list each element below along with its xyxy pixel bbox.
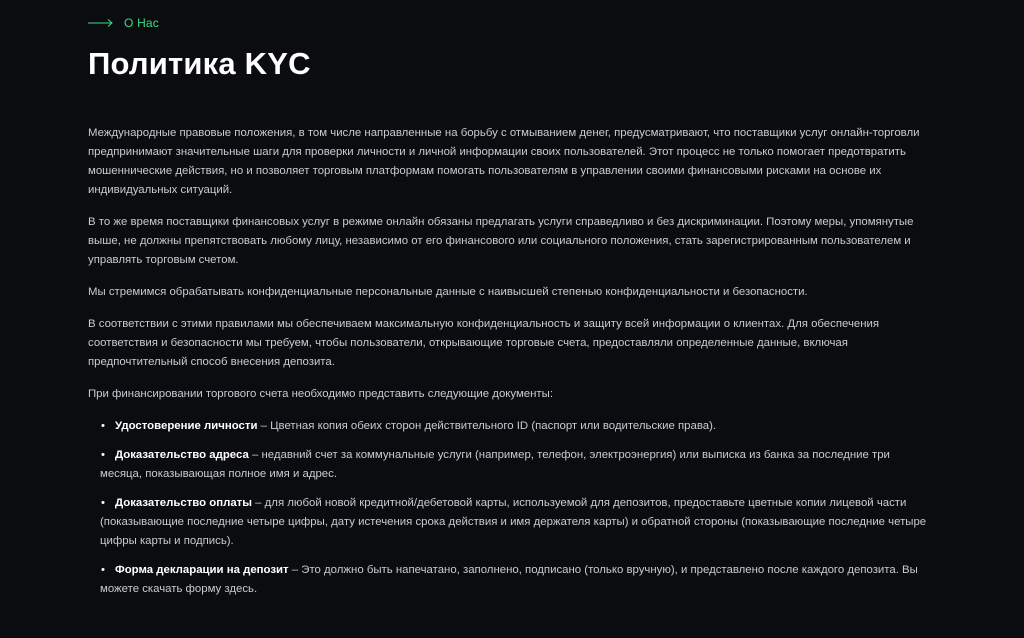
list-item-text [100,561,934,599]
bullet-icon: • [101,449,105,461]
bullet-icon: • [101,564,105,576]
list-item-description: – недавний счет за коммунальные услуги (например, телефон, электроэнергия) или выписка из банка за последние три месяца, показывающая полное имя и адрес. [100,449,890,480]
paragraph-confidentiality: Мы стремимся обрабатывать конфиденциальные персональные данные с наивысшей степенью конфиденциальности и безопасности. [88,286,808,298]
breadcrumb-link-about[interactable]: О Нас [124,16,160,30]
list-item-text [100,446,934,484]
arrow-right-icon [88,18,114,28]
list-item-title: Удостоверение личности [115,420,258,432]
list-item-payment [88,494,934,551]
list-item-description: – для любой новой кредитной/дебетовой карты, используемой для депозитов, предоставьте цветные копии лицевой части (показывающие последние четыре цифры, дату истечения срока действия и имя держателя карты) и обратной стороны (показывающие последние четыре цифры карты и подпись). [100,497,927,547]
list-item-description: – Это должно быть напечатано, заполнено, подписано (только вручную), и представлено после каждого депозита. Вы можете скачать форму здесь. [100,564,918,595]
list-item-title: Доказательство адреса [115,449,249,461]
list-item-title: Форма декларации на депозит [115,564,289,576]
list-item-identity [88,417,934,436]
list-item-text [100,494,934,551]
paragraph-fairness: В то же время поставщики финансовых услуг в режиме онлайн обязаны предлагать услуги справедливо и без дискриминации. Поэтому меры, упомянутые выше, не должны препятствовать любому лицу, независимо от его финансового или социального положения, стать зарегистрированным пользователем и управлять торговым счетом. [88,216,914,266]
bullet-icon: • [101,420,105,432]
breadcrumb [88,14,934,32]
list-item-text [100,417,934,436]
list-item-title: Доказательство оплаты [115,497,252,509]
paragraph-data-protection: В соответствии с этими правилами мы обеспечиваем максимальную конфиденциальность и защиту всей информации о клиентах. Для обеспечения соответствия и безопасности мы требуем, чтобы пользователи, открывающие торговые счета, предоставляли определенные данные, включая предпочтительный способ внесения депозита. [88,318,880,368]
documents-list [88,417,934,599]
list-item-description: – Цветная копия обеих сторон действительного ID (паспорт или водительские права). [257,420,717,432]
paragraph-documents-intro: При финансировании торгового счета необходимо представить следующие документы: [88,388,553,400]
list-item-address [88,446,934,484]
paragraph-intro: Международные правовые положения, в том числе направленные на борьбу с отмыванием денег, предусматривают, что поставщики услуг онлайн-торговли предпринимают значительные шаги для проверки личности и личной информации своих пользователей. Этот процесс не только помогает предотвратить мошеннические действия, но и позволяет торговым платформам помогать пользователям в управлении своими финансовыми рисками на основе их индивидуальных ситуаций. [88,127,920,196]
page-title: Политика KYC [88,46,311,81]
list-item-deposit-form [88,561,934,599]
main-content [88,124,934,599]
bullet-icon: • [101,497,105,509]
